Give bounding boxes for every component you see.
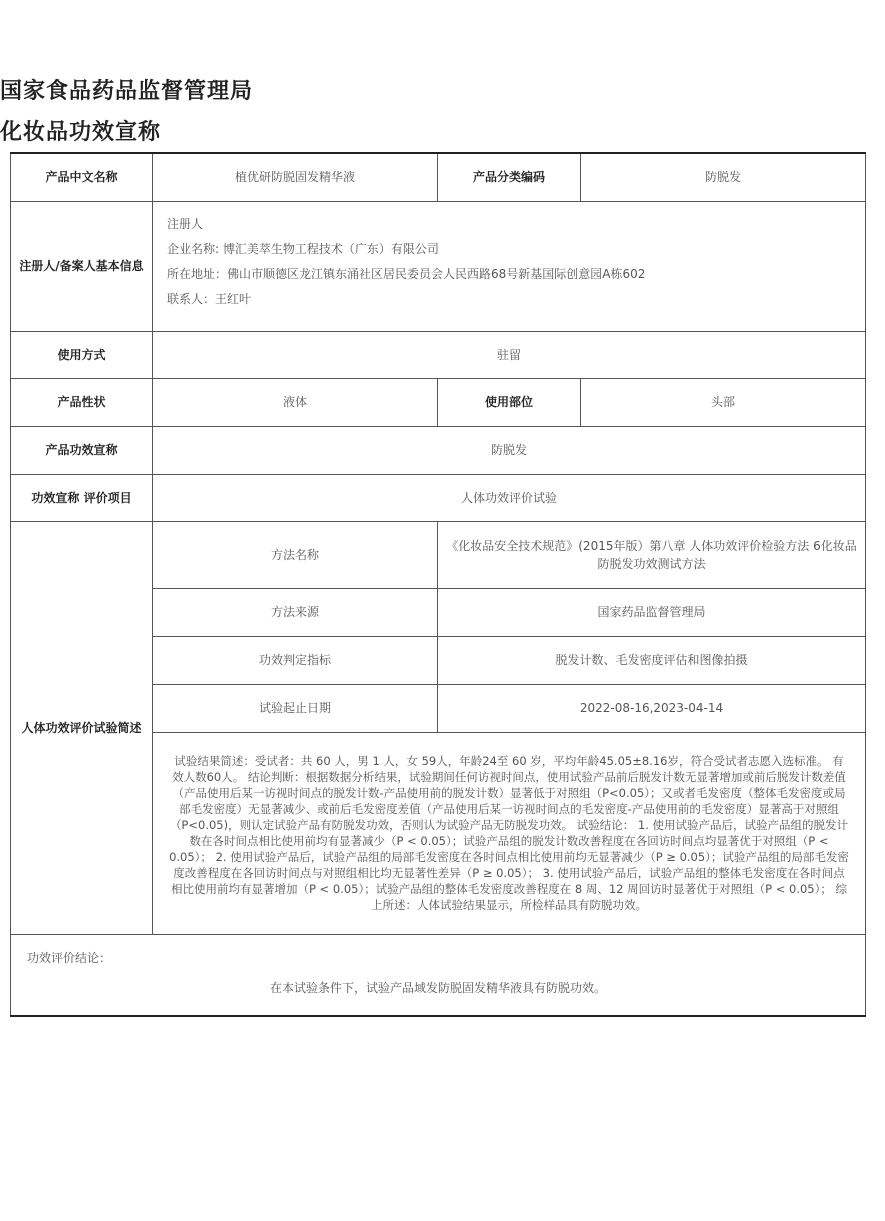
page-title: 国家食品药品监督管理局: [0, 79, 254, 104]
conclusion-text: 在本试验条件下，试验产品域发防脱固发精华液具有防脱功效。: [269, 980, 606, 995]
registrant-heading: 注册人: [167, 216, 204, 231]
row-claim: [11, 426, 866, 474]
row-evaluation-item: [11, 474, 866, 521]
trial-value: 2022-08-16,2023-04-14: [438, 684, 866, 732]
row-form: [11, 378, 866, 426]
category-code-value: 防脱发: [581, 153, 866, 201]
cn-name-label: 产品中文名称: [11, 153, 153, 201]
registrant-contact: 联系人：王红叶: [167, 291, 252, 306]
form-label: 产品性状: [11, 378, 153, 426]
trial-row-method-name: [11, 521, 866, 588]
page-subtitle: 化妆品功效宣称: [0, 120, 162, 145]
registrant-company: 企业名称: 博汇美萃生物工程技术（广东）有限公司: [167, 241, 439, 256]
trial-value: 国家药品监督管理局: [438, 588, 866, 636]
trial-summary: 试验结果简述：受试者：共 60 人，男 1 人，女 59人，年龄24至 60 岁，平均年龄45.05±8.16岁，符合受试者志愿入选标准。 有效人数60人。 结论判断：根据数据分析结果，试验期间任何访视时间点，使用试验产品前后脱发计数无显著增加或前后脱发计数差值（产品使用后某一访视时间点的脱发计数-产品使用前的脱发计数）显著低于对照组（P<0.05）；又或者毛发密度（整体毛发密度或局部毛发密度）无显著减少、或前后毛发密度差值（产品使用后某一访视时间点的毛发密度-产品使用前的毛发密度）显著高于对照组（P<0.05)，则认定试验产品有防脱发功效，否则认为试验产品无防脱发功效。 试验结论： 1. 使用试验产品后，试验产品组的脱发计数在各时间点相比使用前均有显著减少（P < 0.05）；试验产品组的脱发计数改善程度在各回访时间点均显著优于对照组（P < 0.05）； 2. 使用试验产品后，试验产品组的局部毛发密度在各时间点相比使用前均无显著减少（P ≥ 0.05）；试验产品组的局部毛发密度改善程度在各回访时间点与对照组相比均无显著性差异（P ≥ 0.05）； 3. 使用试验产品后，试验产品组的整体毛发密度在各时间点相比使用前均有显著增加（P < 0.05）；试验产品组的整体毛发密度改善程度在 8 周、12 周回访时显著优于对照组（P < 0.05）； 综上所述：人体试验结果显示，所检样品具有防脱功效。: [153, 732, 866, 934]
trial-key: 方法名称: [153, 521, 438, 588]
site-label: 使用部位: [438, 378, 581, 426]
claim-value: 防脱发: [153, 426, 866, 474]
registrant-info: [153, 201, 866, 331]
evaluation-item-label: 功效宣称 评价项目: [11, 474, 153, 521]
category-code-label: 产品分类编码: [438, 153, 581, 201]
form-value: 液体: [153, 378, 438, 426]
trial-value: 《化妆品安全技术规范》(2015年版）第八章 人体功效评价检验方法 6化妆品防脱发功效测试方法: [438, 521, 866, 588]
site-value: 头部: [581, 378, 866, 426]
evaluation-item-value: 人体功效评价试验: [153, 474, 866, 521]
trial-key: 试验起止日期: [153, 684, 438, 732]
trial-key: 方法来源: [153, 588, 438, 636]
usage-label: 使用方式: [11, 331, 153, 378]
claim-table: [10, 152, 866, 1017]
cn-name-value: 植优研防脱固发精华液: [153, 153, 438, 201]
conclusion-cell: [11, 934, 866, 1016]
row-usage: [11, 331, 866, 378]
registrant-label: 注册人/备案人基本信息: [11, 201, 153, 331]
row-registrant: [11, 201, 866, 331]
trial-label: 人体功效评价试验简述: [11, 521, 153, 934]
conclusion-label: 功效评价结论：: [27, 950, 112, 965]
usage-value: 驻留: [153, 331, 866, 378]
row-product-name: [11, 153, 866, 201]
trial-key: 功效判定指标: [153, 636, 438, 684]
row-conclusion: [11, 934, 866, 1016]
registrant-address: 所在地址：佛山市顺德区龙江镇东涌社区居民委员会人民西路68号新基国际创意园A栋602: [167, 266, 646, 281]
trial-value: 脱发计数、毛发密度评估和图像拍摄: [438, 636, 866, 684]
claim-label: 产品功效宣称: [11, 426, 153, 474]
